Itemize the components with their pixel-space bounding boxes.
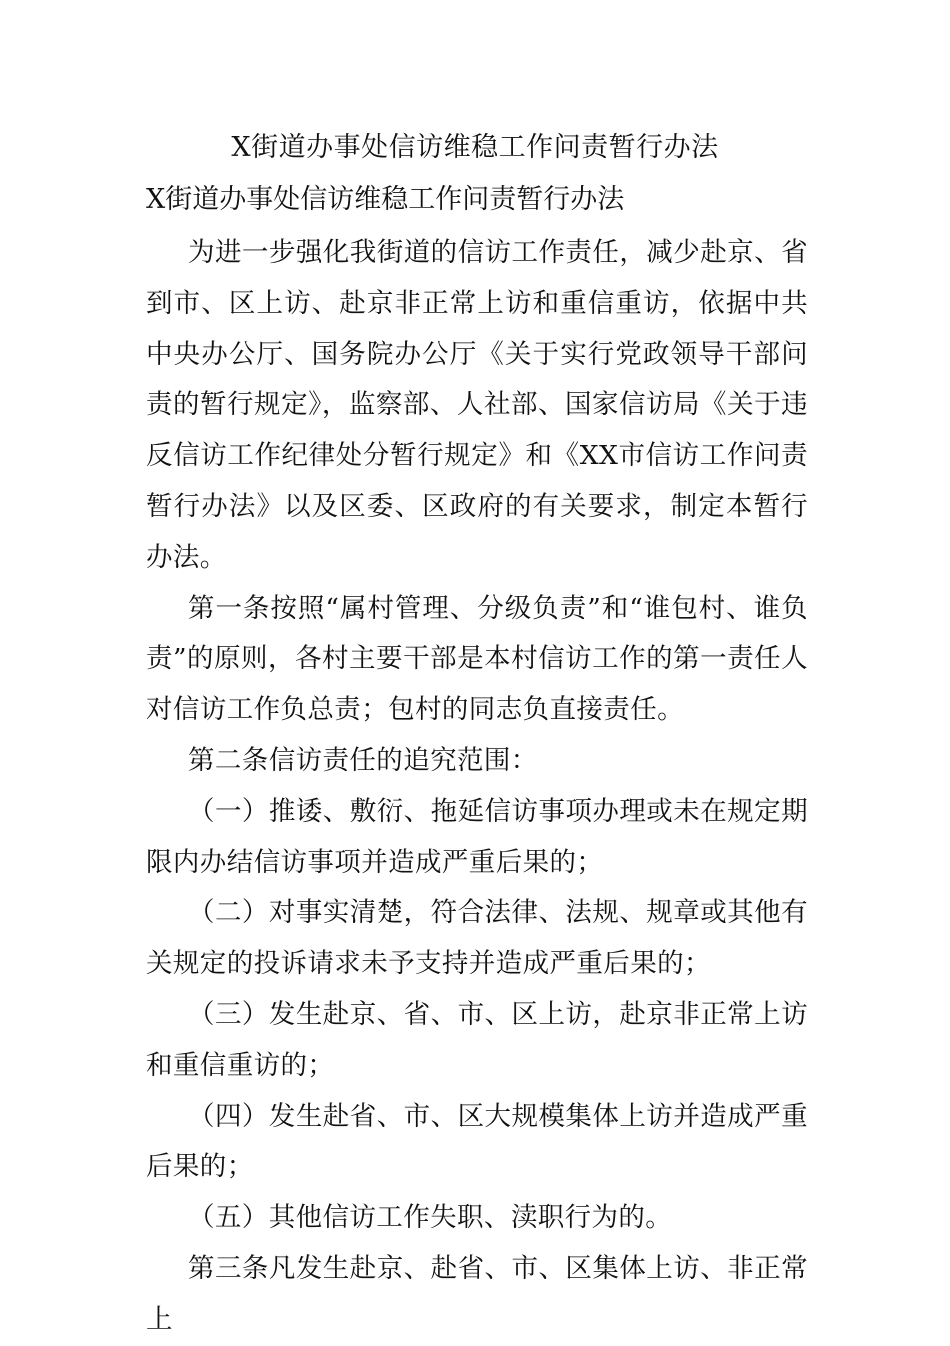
paragraph-article-1: 第一条按照“属村管理、分级负责”和“谁包村、谁负责”的原则，各村主要干部是本村信访工作的第一责任人对信访工作负总责；包村的同志负直接责任。 bbox=[146, 592, 808, 726]
paragraph-item-1: （一）推诿、敷衍、拖延信访事项办理或未在规定期限内办结信访事项并造成严重后果的； bbox=[146, 795, 808, 878]
document-title: X街道办事处信访维稳工作问责暂行办法 bbox=[231, 132, 719, 163]
paragraph-article-3: 第三条凡发生赴京、赴省、市、区集体上访、非正常上 bbox=[146, 1252, 808, 1335]
paragraph-item-4: （四）发生赴省、市、区大规模集体上访并造成严重后果的； bbox=[146, 1100, 808, 1183]
document-subtitle: X街道办事处信访维稳工作问责暂行办法 bbox=[146, 184, 625, 215]
paragraph-item-5: （五）其他信访工作失职、渎职行为的。 bbox=[188, 1202, 673, 1234]
document-body bbox=[146, 228, 808, 1346]
paragraph-item-2: （二）对事实清楚，符合法律、法规、规章或其他有关规定的投诉请求未予支持并造成严重后果的； bbox=[146, 897, 808, 980]
paragraph-article-2: 第二条信访责任的追究范围： bbox=[188, 744, 538, 776]
paragraph-item-3: （三）发生赴京、省、市、区上访，赴京非正常上访和重信重访的； bbox=[146, 998, 808, 1081]
paragraph-preamble: 为进一步强化我街道的信访工作责任，减少赴京、省到市、区上访、赴京非正常上访和重信重访，依据中共中央办公厅、国务院办公厅《关于实行党政领导干部问责的暂行规定》，监察部、人社部、国家信访局《关于违反信访工作纪律处分暂行规定》和《XX市信访工作问责暂行办法》以及区委、区政府的有关要求，制定本暂行办法。 bbox=[146, 237, 808, 573]
